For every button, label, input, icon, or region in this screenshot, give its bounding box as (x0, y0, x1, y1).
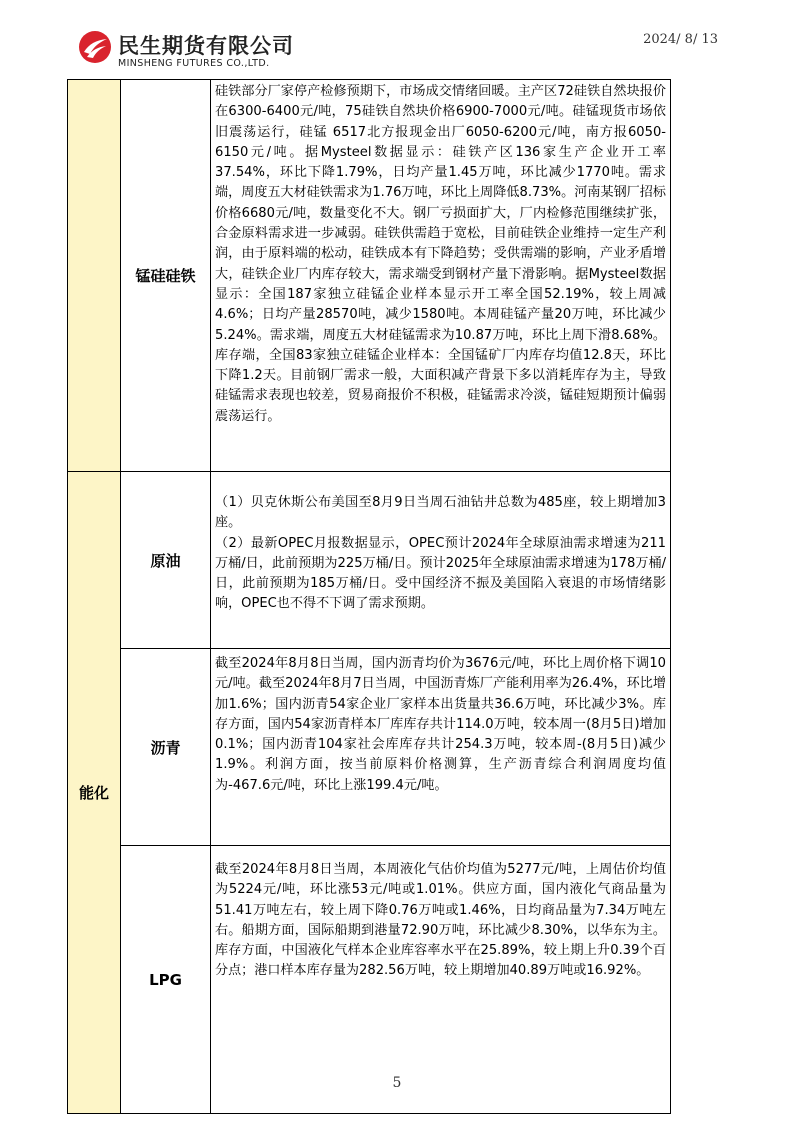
commodity-name: 锰硅硅铁 (121, 80, 211, 472)
commodity-table (67, 79, 671, 1114)
table-row (68, 80, 671, 472)
commentary-paragraph: 硅铁部分厂家停产检修预期下，市场成交情绪回暖。主产区72硅铁自然块报价在6300-6400元/吨，75硅铁自然块价格6900-7000元/吨。硅锰现货市场依旧震荡运行，硅锰 6517北方报现金出厂6050-6200元/吨，南方报6050-6150元/吨。据Mysteel数据显示：硅铁产区136家生产企业开工率37.54%，环比下降1.79%，日均产量1.45万吨，环比减少1770吨。需求端，周度五大材硅铁需求为1.76万吨，环比上周降低8.73%。河南某钢厂招标价格6680元/吨，数量变化不大。钢厂亏损面扩大，厂内检修范围继续扩张，合金原料需求进一步减弱。硅铁供需趋于宽松，目前硅铁企业维持一定生产利润，由于原料端的松动，硅铁成本有下降趋势；受供需端的影响，产业矛盾增大，硅铁企业厂内库存较大，需求端受到钢材产量下滑影响。据Mysteel数据显示：全国187家独立硅锰企业样本显示开工率全国52.19%，较上周减4.6%；日均产量28570吨，减少1580吨。本周硅锰产量20万吨，环比减少5.24%。需求端，周度五大材硅锰需求为10.87万吨，环比上周下滑8.68%。库存端，全国83家独立硅锰企业样本：全国锰矿厂内库存均值12.8天，环比下降1.2天。目前钢厂需求一般，大面积减产背景下多以消耗库存为主，导致硅锰需求表现也较差，贸易商报价不积极，硅锰需求冷淡，锰硅短期预计偏弱震荡运行。 (215, 84, 666, 424)
table-row (68, 846, 671, 1114)
commentary-paragraph: 截至2024年8月8日当周，国内沥青均价为3676元/吨，环比上周价格下调10元/吨。截至2024年8月7日当周，中国沥青炼厂产能利用率为26.4%，环比增加1.6%；国内沥青54家企业厂家样本出货量共36.6万吨，环比减少3%。库存方面，国内54家沥青样本厂库库存共计114.0万吨，较本周一(8月5日)增加0.1%；国内沥青104家社会库库存共计254.3万吨，较本周-(8月5日)减少1.9%。利润方面，按当前原料价格测算，生产沥青综合利润周度均值为-467.6元/吨，环比上涨199.4元/吨。 (215, 656, 666, 793)
table-row (68, 472, 671, 649)
report-date: 2024/ 8/ 13 (643, 32, 718, 47)
commodity-commentary (211, 846, 671, 1114)
company-name-en: MINSHENG FUTURES CO.,LTD. (118, 58, 270, 69)
minsheng-logo-icon (78, 30, 112, 64)
commentary-paragraph: 截至2024年8月8日当周，本周液化气估价均值为5277元/吨，上周估价均值为5224元/吨，环比涨53元/吨或1.01%。供应方面，国内液化气商品量为51.41万吨左右，较上周下降0.76万吨或1.46%，日均商品量为7.34万吨左右。船期方面，国际船期到港量72.90万吨，环比减少8.30%，以华东为主。库存方面，中国液化气样本企业库容率水平在25.89%，较上期上升0.39个百分点；港口样本库存量为282.56万吨，较上期增加40.89万吨或16.92%。 (215, 862, 666, 979)
commodity-commentary (211, 80, 671, 472)
category-cell (68, 80, 121, 472)
commodity-commentary (211, 649, 671, 846)
category-cell: 能化 (68, 472, 121, 1114)
commodity-name: LPG (121, 846, 211, 1114)
company-name-cn: 民生期货有限公司 (118, 34, 294, 58)
page-number: 5 (392, 1075, 402, 1091)
table-row (68, 649, 671, 846)
commentary-paragraph: （1）贝克休斯公布美国至8月9日当周石油钻井总数为485座，较上期增加3座。 (215, 495, 666, 531)
page-header (0, 0, 794, 80)
commentary-paragraph: （2）最新OPEC月报数据显示，OPEC预计2024年全球原油需求增速为211万桶/日，此前预期为225万桶/日。预计2025年全球原油需求增速为178万桶/日，此前预期为185万桶/日。受中国经济不振及美国陷入衰退的市场情绪影响，OPEC也不得不下调了需求预期。 (215, 535, 666, 612)
commodity-name: 沥青 (121, 649, 211, 846)
commodity-commentary (211, 472, 671, 649)
commodity-name: 原油 (121, 472, 211, 649)
